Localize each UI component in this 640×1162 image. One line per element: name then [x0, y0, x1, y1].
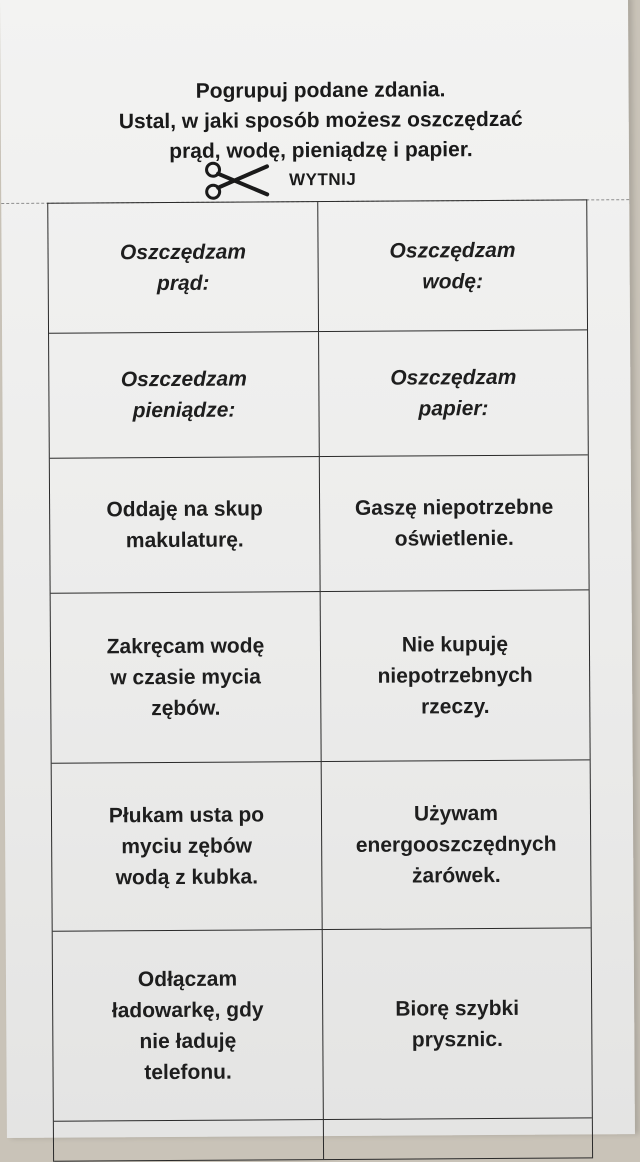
- category-card-paper: [318, 330, 588, 456]
- sentence-card-empty: [54, 1120, 323, 1161]
- cards-grid: [47, 199, 593, 1161]
- scissors-icon: [201, 160, 271, 200]
- sentence-card: [52, 762, 322, 931]
- category-card-electricity: [48, 202, 318, 333]
- sentence-row: [51, 590, 590, 763]
- card-text-line: zębów.: [151, 696, 221, 721]
- sentence-row: [52, 760, 591, 931]
- card-text-line: Używam: [413, 801, 499, 826]
- card-text-line: makulaturę.: [125, 528, 244, 553]
- card-text-line: prąd:: [156, 271, 210, 295]
- instructions-line-2: Ustal, w jaki sposób możesz oszczędzać: [118, 107, 523, 134]
- card-text-line: prysznic.: [411, 1027, 503, 1052]
- sentence-card: [321, 760, 591, 929]
- sentence-row-partial: [54, 1118, 592, 1161]
- category-row: [48, 200, 587, 333]
- card-text-line: żarówek.: [411, 863, 501, 888]
- card-text-line: ładowarkę, gdy: [111, 997, 264, 1022]
- sentence-card-empty: [323, 1118, 592, 1159]
- card-text-line: Płukam usta po: [108, 803, 265, 828]
- sentence-card: [53, 930, 323, 1121]
- instructions: [40, 74, 601, 167]
- card-text-line: telefonu.: [144, 1060, 232, 1084]
- cut-marker: [201, 160, 356, 201]
- card-text-line: rzeczy.: [421, 695, 490, 719]
- card-text-line: wodę:: [422, 269, 484, 293]
- category-row: [49, 330, 588, 458]
- card-text-line: energooszczędnych: [355, 832, 557, 857]
- card-text-line: Gaszę niepotrzebne: [354, 495, 554, 520]
- card-text-line: myciu zębów: [121, 834, 253, 859]
- card-text-line: pieniądze:: [132, 398, 236, 423]
- card-text-line: w czasie mycia: [110, 665, 262, 690]
- card-text-line: Oszczedzam: [120, 367, 247, 392]
- sentence-card: [320, 590, 590, 761]
- sentence-card: [322, 928, 592, 1119]
- card-text-line: Oszczędzam: [389, 238, 516, 263]
- card-text-line: Nie kupuję: [401, 632, 509, 657]
- card-text-line: oświetlenie.: [394, 526, 514, 551]
- instructions-line-1: Pogrupuj podane zdania.: [195, 78, 446, 103]
- card-text-line: Oszczędzam: [119, 240, 247, 264]
- card-text-line: Biorę szybki: [395, 996, 520, 1021]
- cut-label: WYTNIJ: [289, 169, 357, 190]
- card-text-line: papier:: [418, 397, 489, 421]
- card-text-line: Oddaję na skup: [106, 497, 263, 522]
- card-text-line: Zakręcam wodę: [106, 634, 265, 659]
- sentence-card: [50, 457, 320, 593]
- sentence-card: [51, 592, 321, 763]
- card-text-line: Oszczędzam: [390, 365, 517, 390]
- sentence-row: [53, 928, 592, 1121]
- sentence-row: [50, 455, 589, 593]
- card-text-line: nie ładuję: [139, 1029, 237, 1053]
- instructions-line-3: prąd, wodę, pieniądzę i papier.: [169, 138, 473, 163]
- card-text-line: wodą z kubka.: [115, 865, 259, 890]
- category-card-water: [317, 200, 587, 331]
- card-text-line: Odłączam: [137, 967, 238, 991]
- sentence-card: [319, 455, 589, 591]
- category-card-money: [49, 332, 319, 458]
- card-text-line: niepotrzebnych: [377, 663, 533, 688]
